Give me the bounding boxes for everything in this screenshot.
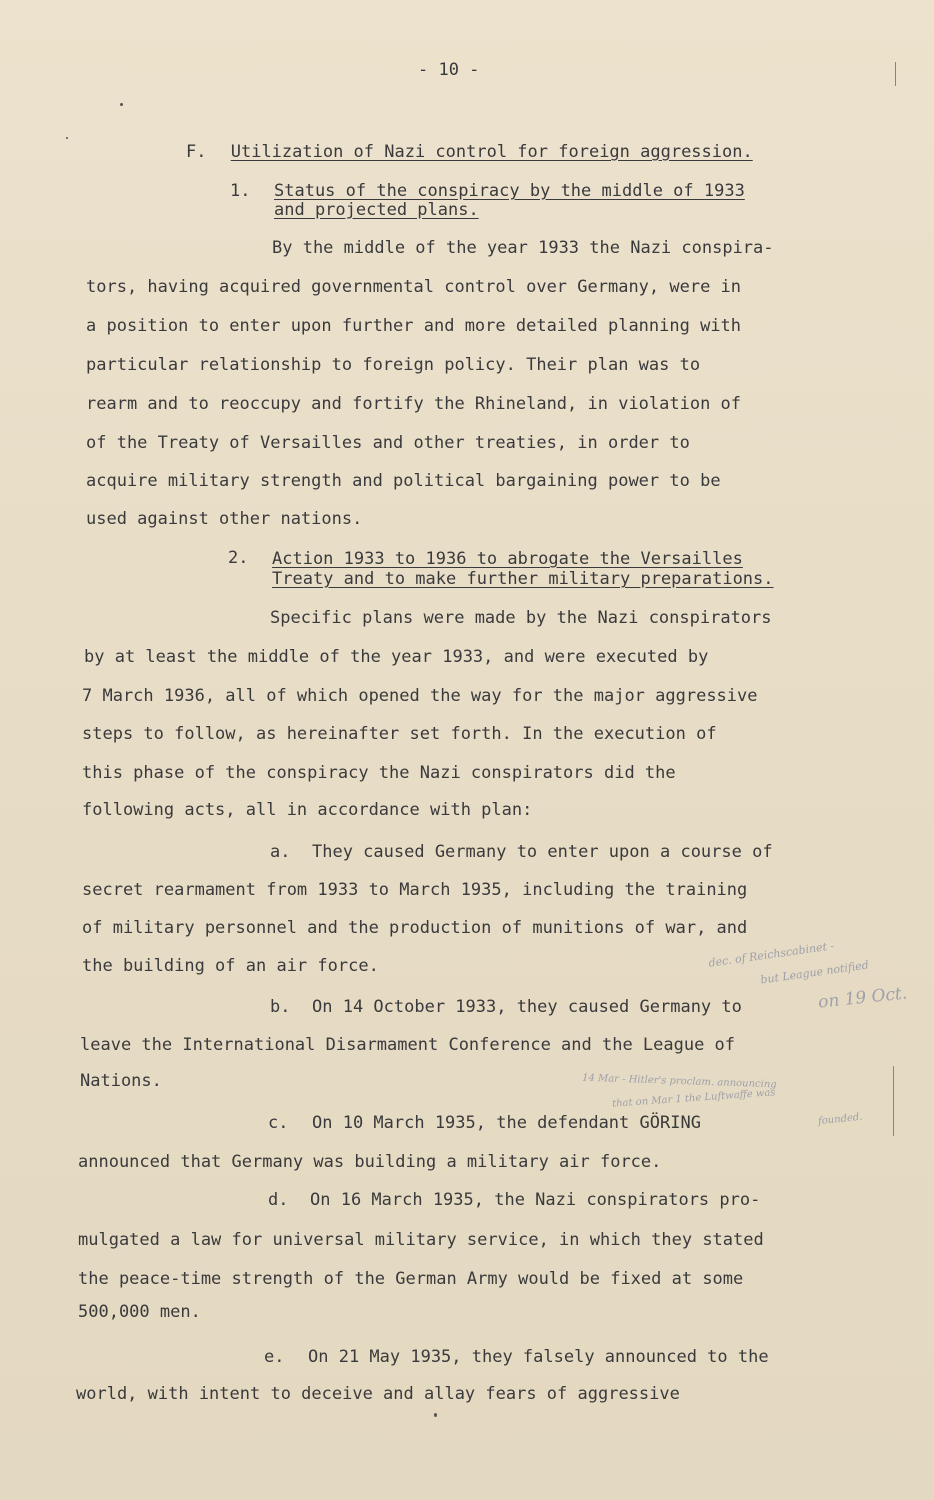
subsection-title-line: Status of the conspiracy by the middle of 1933 [274,181,745,201]
paragraph-line: by at least the middle of the year 1933, and were executed by [84,647,709,667]
section-heading [186,142,753,162]
act-letter: d. [268,1190,289,1210]
act-line: secret rearmament from 1933 to March 1935, including the training [82,880,748,900]
paragraph-line: 7 March 1936, all of which opened the way for the major aggressive [82,686,758,706]
subsection-title-line: Treaty and to make further military preparations. [272,569,774,589]
paragraph-line: this phase of the conspiracy the Nazi conspirators did the [82,763,676,783]
speck [66,137,68,139]
paragraph-line: By the middle of the year 1933 the Nazi conspira- [272,238,774,258]
act-line: of military personnel and the production of munitions of war, and [82,918,748,938]
act-line: On 16 March 1935, the Nazi conspirators pro- [310,1190,761,1210]
act-letter: e. [264,1347,285,1367]
page-edge-mark [895,62,896,86]
paragraph-line: a position to enter upon further and more detailed planning with [86,316,742,336]
act-line: They caused Germany to enter upon a course of [312,842,773,862]
section-title: Utilization of Nazi control for foreign aggression. [230,142,753,162]
paragraph-line: of the Treaty of Versailles and other treaties, in order to [86,433,690,453]
act-line: leave the International Disarmament Conference and the League of [80,1035,736,1055]
handwritten-note-line: 14 Mar - Hitler's proclam. announcing [581,1072,777,1091]
act-line: On 21 May 1935, they falsely announced to the [308,1347,769,1367]
paragraph-line: tors, having acquired governmental control over Germany, were in [86,277,742,297]
paragraph-line: acquire military strength and political bargaining power to be [86,471,721,491]
handwritten-note-line: founded. [817,1111,863,1128]
act-line: mulgated a law for universal military service, in which they stated [78,1230,764,1250]
section-letter: F. [186,142,207,162]
act-letter: c. [268,1113,289,1133]
paragraph-line: steps to follow, as hereinafter set forth. In the execution of [82,724,717,744]
act-line: Nations. [80,1071,162,1091]
act-letter: a. [270,842,291,862]
handwritten-note-line: that on Mar 1 the Luftwaffe was [611,1087,776,1110]
page-number: - 10 - [418,60,480,80]
subsection-number: 1. [230,181,251,201]
subsection-title-line: and projected plans. [274,200,479,220]
paragraph-line: particular relationship to foreign policy. Their plan was to [86,355,701,375]
speck [434,1413,437,1417]
speck [120,103,123,106]
act-line: world, with intent to deceive and allay fears of aggressive [76,1384,680,1404]
paragraph-line: rearm and to reoccupy and fortify the Rhineland, in violation of [86,394,742,414]
handwritten-note-line: dec. of Reichscabinet - [707,939,835,970]
act-line: the building of an air force. [82,956,379,976]
page-edge-mark [893,1066,894,1136]
handwritten-note-line: but League notified [759,958,870,987]
subsection-number: 2. [228,548,249,568]
paragraph-line: Specific plans were made by the Nazi conspirators [270,608,772,628]
act-letter: b. [270,997,291,1017]
paragraph-line: used against other nations. [86,509,363,529]
handwritten-note-line: on 19 Oct. [817,983,909,1013]
act-line: announced that Germany was building a military air force. [78,1152,662,1172]
paragraph-line: following acts, all in accordance with plan: [82,800,533,820]
act-line: On 10 March 1935, the defendant GÖRING [312,1113,701,1133]
subsection-title-line: Action 1933 to 1936 to abrogate the Versailles [272,549,743,569]
act-line: the peace-time strength of the German Army would be fixed at some [78,1269,744,1289]
act-line: On 14 October 1933, they caused Germany to [312,997,742,1017]
act-line: 500,000 men. [78,1302,201,1322]
